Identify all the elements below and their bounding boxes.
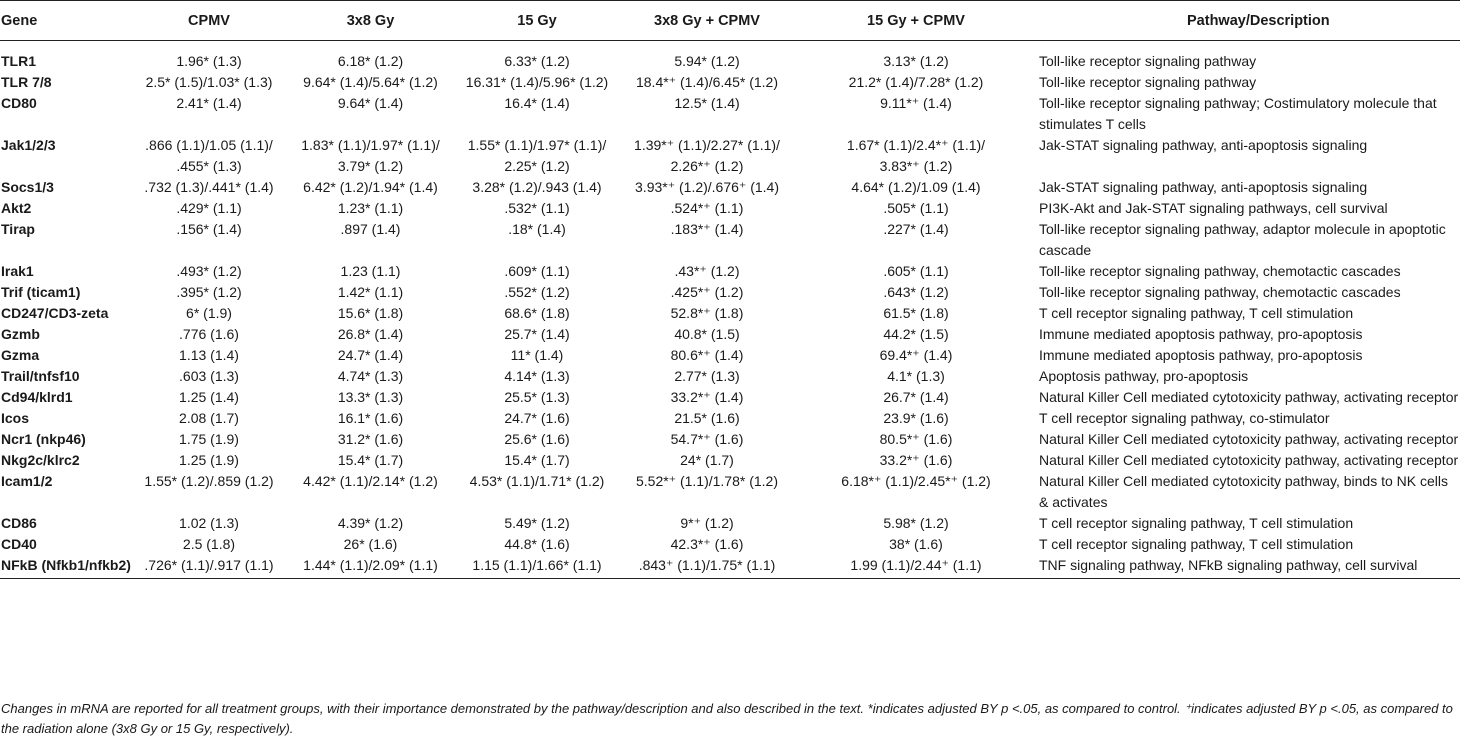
gy3x8-cpmv-cell: 5.52*⁺ (1.1)/1.78* (1.2)	[635, 473, 779, 489]
pathway-cell: Toll-like receptor signaling pathway; Costimulatory molecule that stimulates T cells	[1039, 95, 1437, 132]
gy3x8-cell: 13.3* (1.3)	[337, 389, 404, 405]
gy3x8-cell: 4.74* (1.3)	[337, 368, 404, 384]
gy15-cell: 25.6* (1.6)	[504, 431, 570, 447]
gy3x8-cell: 9.64* (1.4)/5.64* (1.2)	[303, 74, 438, 90]
pathway-cell: Toll-like receptor signaling pathway	[1039, 53, 1257, 69]
gy15-cpmv-cell: .643* (1.2)	[883, 284, 949, 300]
gy15-cpmv-cell: 1.67* (1.1)/2.4*⁺ (1.1)/ 3.83*⁺ (1.2)	[846, 137, 986, 174]
pathway-cell: Natural Killer Cell mediated cytotoxicity pathway, activating receptor	[1039, 389, 1459, 405]
gene-cell: Gzma	[1, 347, 40, 363]
gy15-cell: 68.6* (1.8)	[504, 305, 570, 321]
gy3x8-cpmv-cell: .425*⁺ (1.2)	[670, 284, 744, 300]
gy3x8-cpmv-cell: 5.94* (1.2)	[674, 53, 740, 69]
gy15-cell: 11* (1.4)	[510, 347, 564, 363]
gy3x8-cpmv-cell: 42.3*⁺ (1.6)	[670, 536, 744, 552]
pathway-cell: Jak-STAT signaling pathway, anti-apoptosis signaling	[1039, 179, 1368, 195]
table-row	[0, 513, 1460, 534]
gy3x8-cell: 1.83* (1.1)/1.97* (1.1)/ 3.79* (1.2)	[301, 137, 440, 174]
gy3x8-cell: 6.18* (1.2)	[337, 53, 404, 69]
gy3x8-cpmv-cell: 33.2*⁺ (1.4)	[670, 389, 744, 405]
cpmv-cell: 1.25 (1.9)	[179, 452, 239, 468]
gy15-cell: 16.4* (1.4)	[504, 95, 570, 111]
gy15-cell: 4.14* (1.3)	[504, 368, 570, 384]
gy15-cpmv-cell: 23.9* (1.6)	[883, 410, 949, 426]
pathway-cell: TNF signaling pathway, NFkB signaling pathway, cell survival	[1035, 555, 1460, 579]
table-row	[0, 72, 1460, 93]
pathway-cell: T cell receptor signaling pathway, T cell stimulation	[1039, 536, 1354, 552]
pathway-cell: Natural Killer Cell mediated cytotoxicity pathway, binds to NK cells & activates	[1039, 473, 1449, 510]
cpmv-cell: 1.02 (1.3)	[179, 515, 239, 531]
gy15-cell: .609* (1.1)	[504, 263, 570, 279]
gy15-cpmv-cell: 4.1* (1.3)	[887, 368, 945, 384]
gy3x8-cell: 16.1* (1.6)	[337, 410, 404, 426]
gy15-cell: 24.7* (1.6)	[504, 410, 570, 426]
gene-cell: Icam1/2	[1, 473, 53, 489]
gy15-cpmv-cell: 26.7* (1.4)	[883, 389, 949, 405]
cpmv-cell: 1.55* (1.2)/.859 (1.2)	[144, 473, 274, 489]
table-row	[0, 303, 1460, 324]
gy3x8-cell: 9.64* (1.4)	[337, 95, 404, 111]
table-row	[0, 471, 1460, 513]
gy3x8-cpmv-cell: .183*⁺ (1.4)	[670, 221, 744, 237]
gene-cell: NFkB (Nfkb1/nfkb2)	[0, 555, 134, 579]
gy3x8-cpmv-cell: 24* (1.7)	[680, 452, 734, 468]
cpmv-cell: 2.5 (1.8)	[182, 536, 236, 552]
pathway-cell: T cell receptor signaling pathway, T cell stimulation	[1039, 305, 1354, 321]
table-row	[0, 450, 1460, 471]
gy15-cell: 16.31* (1.4)/5.96* (1.2)	[465, 74, 609, 90]
pathway-cell: Jak-STAT signaling pathway, anti-apoptosis signaling	[1039, 137, 1368, 153]
gy15-cell: 6.33* (1.2)	[504, 53, 570, 69]
pathway-cell: Toll-like receptor signaling pathway, chemotactic cascades	[1039, 284, 1401, 300]
table-row	[0, 345, 1460, 366]
gy3x8-cell: 15.4* (1.7)	[337, 452, 404, 468]
table-row	[0, 324, 1460, 345]
table-row	[0, 41, 1460, 73]
gy15-cell: 3.28* (1.2)/.943 (1.4)	[472, 179, 602, 195]
gy15-cell: 1.15 (1.1)/1.66* (1.1)	[457, 555, 617, 579]
gy3x8-cell: 1.23* (1.1)	[337, 200, 404, 216]
gy15-cpmv-cell: 33.2*⁺ (1.6)	[879, 452, 953, 468]
gene-cell: Akt2	[1, 200, 32, 216]
gy15-cpmv-cell: 21.2* (1.4)/7.28* (1.2)	[848, 74, 984, 90]
table-body	[0, 41, 1460, 579]
cpmv-cell: 2.08 (1.7)	[179, 410, 239, 426]
gy15-cpmv-cell: 69.4*⁺ (1.4)	[879, 347, 953, 363]
gy15-cell: .552* (1.2)	[504, 284, 570, 300]
gy15-cell: .532* (1.1)	[504, 200, 570, 216]
table-row	[0, 177, 1460, 198]
gy3x8-cpmv-cell: 3.93*⁺ (1.2)/.676⁺ (1.4)	[635, 179, 779, 195]
table-row	[0, 555, 1460, 579]
gy3x8-cell: .897 (1.4)	[340, 221, 401, 237]
gy15-cpmv-cell: 5.98* (1.2)	[883, 515, 949, 531]
gy3x8-cpmv-cell: 54.7*⁺ (1.6)	[670, 431, 744, 447]
cpmv-cell: 1.25 (1.4)	[179, 389, 239, 405]
gy3x8-cpmv-cell: 80.6*⁺ (1.4)	[670, 347, 744, 363]
gene-cell: CD247/CD3-zeta	[1, 305, 109, 321]
gy3x8-cpmv-cell: 9*⁺ (1.2)	[680, 515, 734, 531]
gy3x8-cell: 26* (1.6)	[343, 536, 398, 552]
cpmv-cell: .429* (1.1)	[176, 200, 242, 216]
table-header-row	[0, 1, 1460, 41]
header-cpmv: CPMV	[134, 1, 284, 41]
cpmv-cell: .866 (1.1)/1.05 (1.1)/ .455* (1.3)	[145, 137, 273, 174]
gy3x8-cpmv-cell: 52.8*⁺ (1.8)	[670, 305, 744, 321]
cpmv-cell: .726* (1.1)/.917 (1.1)	[134, 555, 284, 579]
cpmv-cell: 6* (1.9)	[186, 305, 232, 321]
table-row	[0, 219, 1460, 261]
cpmv-cell: .732 (1.3)/.441* (1.4)	[144, 179, 274, 195]
gy3x8-cpmv-cell: .843⁺ (1.1)/1.75* (1.1)	[617, 555, 797, 579]
gy3x8-cpmv-cell: 18.4*⁺ (1.4)/6.45* (1.2)	[635, 74, 779, 90]
gy3x8-cpmv-cell: 40.8* (1.5)	[674, 326, 740, 342]
header-3x8gy: 3x8 Gy	[284, 1, 457, 41]
header-3x8gy-cpmv: 3x8 Gy + CPMV	[617, 1, 797, 41]
cpmv-cell: .603 (1.3)	[179, 368, 239, 384]
gy15-cpmv-cell: 61.5* (1.8)	[883, 305, 949, 321]
table-row	[0, 366, 1460, 387]
gene-cell: Irak1	[1, 263, 34, 279]
pathway-cell: Natural Killer Cell mediated cytotoxicity pathway, activating receptor	[1039, 431, 1459, 447]
gene-cell: Jak1/2/3	[1, 137, 56, 153]
gy3x8-cpmv-cell: 21.5* (1.6)	[674, 410, 740, 426]
gy15-cell: .18* (1.4)	[508, 221, 566, 237]
gy3x8-cell: 26.8* (1.4)	[337, 326, 404, 342]
pathway-cell: Apoptosis pathway, pro-apoptosis	[1039, 368, 1249, 384]
pathway-cell: Immune mediated apoptosis pathway, pro-apoptosis	[1039, 347, 1363, 363]
gy15-cpmv-cell: .505* (1.1)	[883, 200, 949, 216]
gy15-cell: 4.53* (1.1)/1.71* (1.2)	[469, 473, 605, 489]
gene-cell: Icos	[1, 410, 30, 426]
gene-cell: Ncr1 (nkp46)	[1, 431, 86, 447]
gy3x8-cell: 6.42* (1.2)/1.94* (1.4)	[303, 179, 438, 195]
gy3x8-cell: 1.23 (1.1)	[340, 263, 401, 279]
gy15-cpmv-cell: 38* (1.6)	[889, 536, 943, 552]
gene-cell: Tirap	[1, 221, 35, 237]
cpmv-cell: .776 (1.6)	[179, 326, 239, 342]
gy3x8-cell: 4.42* (1.1)/2.14* (1.2)	[303, 473, 438, 489]
gy15-cpmv-cell: 4.64* (1.2)/1.09 (1.4)	[851, 179, 981, 195]
table-row	[0, 198, 1460, 219]
gy3x8-cpmv-cell: .524*⁺ (1.1)	[670, 200, 744, 216]
table-row	[0, 387, 1460, 408]
cpmv-cell: 1.96* (1.3)	[176, 53, 242, 69]
table-row	[0, 93, 1460, 135]
gene-cell: CD86	[1, 515, 37, 531]
gy15-cpmv-cell: .227* (1.4)	[883, 221, 949, 237]
cpmv-cell: 1.13 (1.4)	[179, 347, 239, 363]
gene-cell: Cd94/klrd1	[1, 389, 73, 405]
pathway-cell: T cell receptor signaling pathway, co-stimulator	[1039, 410, 1330, 426]
table-row	[0, 261, 1460, 282]
gy15-cpmv-cell: 44.2* (1.5)	[883, 326, 949, 342]
gy3x8-cpmv-cell: 1.39*⁺ (1.1)/2.27* (1.1)/ 2.26*⁺ (1.2)	[634, 137, 780, 174]
cpmv-cell: 1.75 (1.9)	[179, 431, 239, 447]
header-pathway: Pathway/Description	[1035, 1, 1460, 41]
cpmv-cell: .395* (1.2)	[176, 284, 242, 300]
cpmv-cell: .493* (1.2)	[176, 263, 242, 279]
gy15-cell: 5.49* (1.2)	[504, 515, 570, 531]
gy3x8-cell: 24.7* (1.4)	[337, 347, 404, 363]
table-row	[0, 534, 1460, 555]
cpmv-cell: .156* (1.4)	[176, 221, 242, 237]
gy3x8-cell: 1.44* (1.1)/2.09* (1.1)	[284, 555, 457, 579]
header-gene: Gene	[0, 1, 134, 41]
cpmv-cell: 2.5* (1.5)/1.03* (1.3)	[145, 74, 273, 90]
gene-cell: Nkg2c/klrc2	[1, 452, 80, 468]
gy15-cpmv-cell: .605* (1.1)	[883, 263, 949, 279]
gy15-cpmv-cell: 1.99 (1.1)/2.44⁺ (1.1)	[797, 555, 1035, 579]
gene-cell: TLR 7/8	[1, 74, 52, 90]
gy15-cell: 1.55* (1.1)/1.97* (1.1)/ 2.25* (1.2)	[467, 137, 607, 174]
table-row	[0, 408, 1460, 429]
gy15-cell: 15.4* (1.7)	[504, 452, 570, 468]
gene-cell: Trail/tnfsf10	[1, 368, 80, 384]
gy15-cpmv-cell: 3.13* (1.2)	[883, 53, 949, 69]
gy15-cpmv-cell: 80.5*⁺ (1.6)	[879, 431, 953, 447]
gy15-cell: 44.8* (1.6)	[504, 536, 570, 552]
gy15-cpmv-cell: 6.18*⁺ (1.1)/2.45*⁺ (1.2)	[841, 473, 991, 489]
table-row	[0, 282, 1460, 303]
pathway-cell: Toll-like receptor signaling pathway	[1039, 74, 1257, 90]
gene-cell: CD80	[1, 95, 37, 111]
header-15gy: 15 Gy	[457, 1, 617, 41]
pathway-cell: PI3K-Akt and Jak-STAT signaling pathways, cell survival	[1039, 200, 1388, 216]
pathway-cell: Natural Killer Cell mediated cytotoxicity pathway, activating receptor	[1039, 452, 1459, 468]
pathway-cell: T cell receptor signaling pathway, T cell stimulation	[1039, 515, 1354, 531]
gy15-cpmv-cell: 9.11*⁺ (1.4)	[880, 95, 952, 111]
gene-cell: Gzmb	[1, 326, 40, 342]
gy3x8-cpmv-cell: 12.5* (1.4)	[674, 95, 740, 111]
table-row	[0, 135, 1460, 177]
table-footnote: Changes in mRNA are reported for all treatment groups, with their importance demonstrated by the pathway/description and also described in the text. *indicates adjusted BY p <.05, as compared to control. ⁺indicates adjusted BY p <.05, as compared to the radiation alone (3x8 Gy or 15 Gy, respectively).	[1, 701, 1453, 736]
gy15-cell: 25.5* (1.3)	[504, 389, 570, 405]
gy3x8-cell: 4.39* (1.2)	[337, 515, 404, 531]
gene-cell: TLR1	[1, 53, 36, 69]
cpmv-cell: 2.41* (1.4)	[176, 95, 242, 111]
gene-cell: Socs1/3	[1, 179, 54, 195]
gy3x8-cell: 1.42* (1.1)	[337, 284, 404, 300]
gy3x8-cell: 15.6* (1.8)	[337, 305, 404, 321]
gene-cell: CD40	[1, 536, 37, 552]
header-15gy-cpmv: 15 Gy + CPMV	[797, 1, 1035, 41]
table-row	[0, 429, 1460, 450]
gy15-cell: 25.7* (1.4)	[504, 326, 570, 342]
gene-cell: Trif (ticam1)	[1, 284, 81, 300]
pathway-cell: Toll-like receptor signaling pathway, adaptor molecule in apoptotic cascade	[1039, 221, 1446, 258]
gy3x8-cpmv-cell: 2.77* (1.3)	[674, 368, 740, 384]
gy3x8-cell: 31.2* (1.6)	[337, 431, 404, 447]
pathway-cell: Immune mediated apoptosis pathway, pro-apoptosis	[1039, 326, 1363, 342]
pathway-cell: Toll-like receptor signaling pathway, chemotactic cascades	[1039, 263, 1401, 279]
gy3x8-cpmv-cell: .43*⁺ (1.2)	[674, 263, 740, 279]
